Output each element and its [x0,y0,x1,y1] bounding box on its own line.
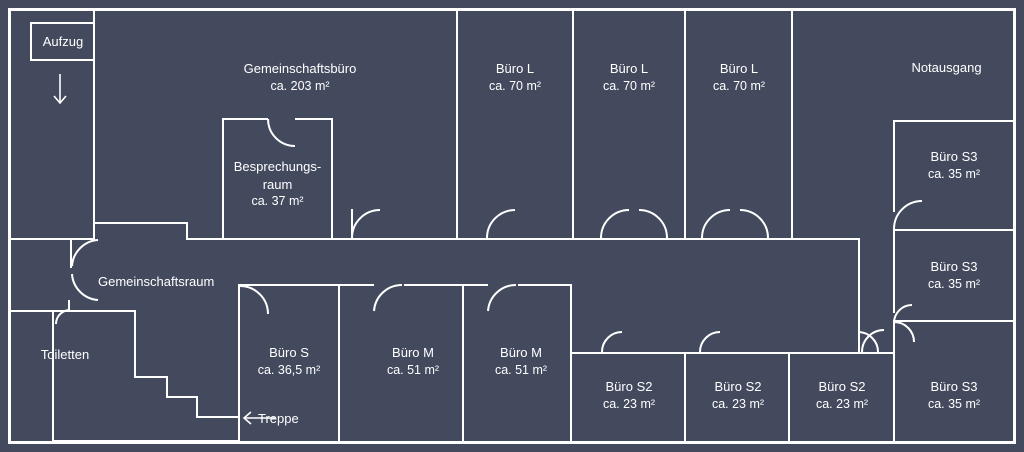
aufzug-wall-top-inner [30,22,95,24]
outer-wall-right [1013,8,1016,444]
buero-s3-3-door [894,322,918,346]
buero-m-1-wall-top-a [338,284,374,286]
treppe-rail [52,440,238,442]
outer-wall-top [8,8,1016,11]
room-label-buero-s: Büro S ca. 36,5 m² [257,345,321,377]
toiletten-wall-right [52,312,54,442]
besprechungsraum-wall-right [331,118,333,240]
buero-l-2-door-b [639,210,673,240]
buero-s2-1-door [602,332,632,362]
besprechungsraum-wall-left [222,118,224,240]
buero-m-2-wall-top-a [464,284,488,286]
s3-1-wall-bottom [893,229,1013,231]
room-label-gemeinschaftsbuero: Gemeinschaftsbüro ca. 203 m² [243,61,357,93]
treppe-step-2 [166,376,168,398]
buero-m-2-wall-right [570,284,572,442]
gemeinschaftsraum-door-a [70,240,102,272]
room-label-buero-s3-2: Büro S3 ca. 35 m² [927,259,981,291]
room-label-buero-s2-2: Büro S2 ca. 23 m² [711,379,765,411]
s3-column-wall-top [893,120,1013,122]
buero-l-3-door-b [740,210,774,240]
aufzug-wall-left-inner [30,22,32,61]
room-label-buero-l-2: Büro L ca. 70 m² [602,61,656,93]
room-label-aufzug: Aufzug [42,34,84,49]
aufzug-wall-right [93,8,95,240]
buero-l-1-door [487,210,521,240]
gemeinschaftsbuero-door [352,210,386,240]
buero-s2-2-wall-right [788,352,790,442]
aufzug-down-arrow-icon [48,72,72,108]
buero-l-2-wall-right [684,10,686,240]
buero-s2-3-door [858,332,888,362]
room-label-buero-l-3: Büro L ca. 70 m² [712,61,766,93]
buero-m-1-wall-top-b [404,284,464,286]
corridor-wall-upper-left [186,222,188,240]
buero-s-door [240,286,272,318]
room-label-buero-s3-3: Büro S3 ca. 35 m² [927,379,981,411]
room-label-gemeinschaftsraum: Gemeinschaftsraum [98,274,215,289]
toiletten-door [56,310,84,338]
treppe-left-arrow-icon [240,408,278,428]
corridor-wall-upper-left-top [95,222,188,224]
besprechungsraum-door [268,119,298,149]
besprechungsraum-wall-top-a [222,118,268,120]
besprechungsraum-wall-top-b [295,118,333,120]
treppe-step-4 [196,396,198,418]
buero-l-1-wall-left [456,10,458,240]
room-label-buero-s2-3: Büro S2 ca. 23 m² [815,379,869,411]
buero-l-1-wall-right [572,10,574,240]
buero-s2-2-door [700,332,730,362]
s3-column-wall-left-upper [893,120,895,212]
buero-m-1-door [374,285,406,317]
treppe-wall-top [70,310,136,312]
treppe-step-3 [166,396,198,398]
buero-m-2-wall-top-b [518,284,572,286]
room-label-buero-l-1: Büro L ca. 70 m² [488,61,542,93]
room-label-besprechungsraum: Besprechungs- raum ca. 37 m² [233,159,322,209]
outer-wall-left [8,8,11,444]
room-label-toiletten: Toiletten [40,347,90,362]
room-label-buero-s3-1: Büro S3 ca. 35 m² [927,149,981,181]
gemeinschaftsraum-wall-left [70,240,72,268]
buero-l-3-door-a [702,210,736,240]
treppe-step-1 [134,376,168,378]
corridor-left-vert [93,222,95,240]
treppe-step-5 [196,416,238,418]
aufzug-wall-bottom-inner [30,59,95,61]
buero-s2-1-wall-right [684,352,686,442]
room-label-buero-m-2: Büro M ca. 51 m² [494,345,548,377]
room-label-notausgang: Notausgang [911,60,982,75]
room-label-treppe: Treppe [258,411,299,426]
buero-s-wall-right [338,284,340,442]
room-label-buero-m-1: Büro M ca. 51 m² [386,345,440,377]
gemeinschaftsbuero-door-jamb [351,209,353,239]
buero-m-1-wall-right [462,284,464,442]
gemeinschaftsraum-door-b [70,272,102,304]
buero-l-3-wall-right [791,10,793,240]
buero-m-2-door [488,285,520,317]
treppe-wall-right [134,310,136,378]
room-label-buero-s2-1: Büro S2 ca. 23 m² [602,379,656,411]
s3-column-wall-left-mid [893,229,895,313]
buero-l-2-door-a [601,210,635,240]
